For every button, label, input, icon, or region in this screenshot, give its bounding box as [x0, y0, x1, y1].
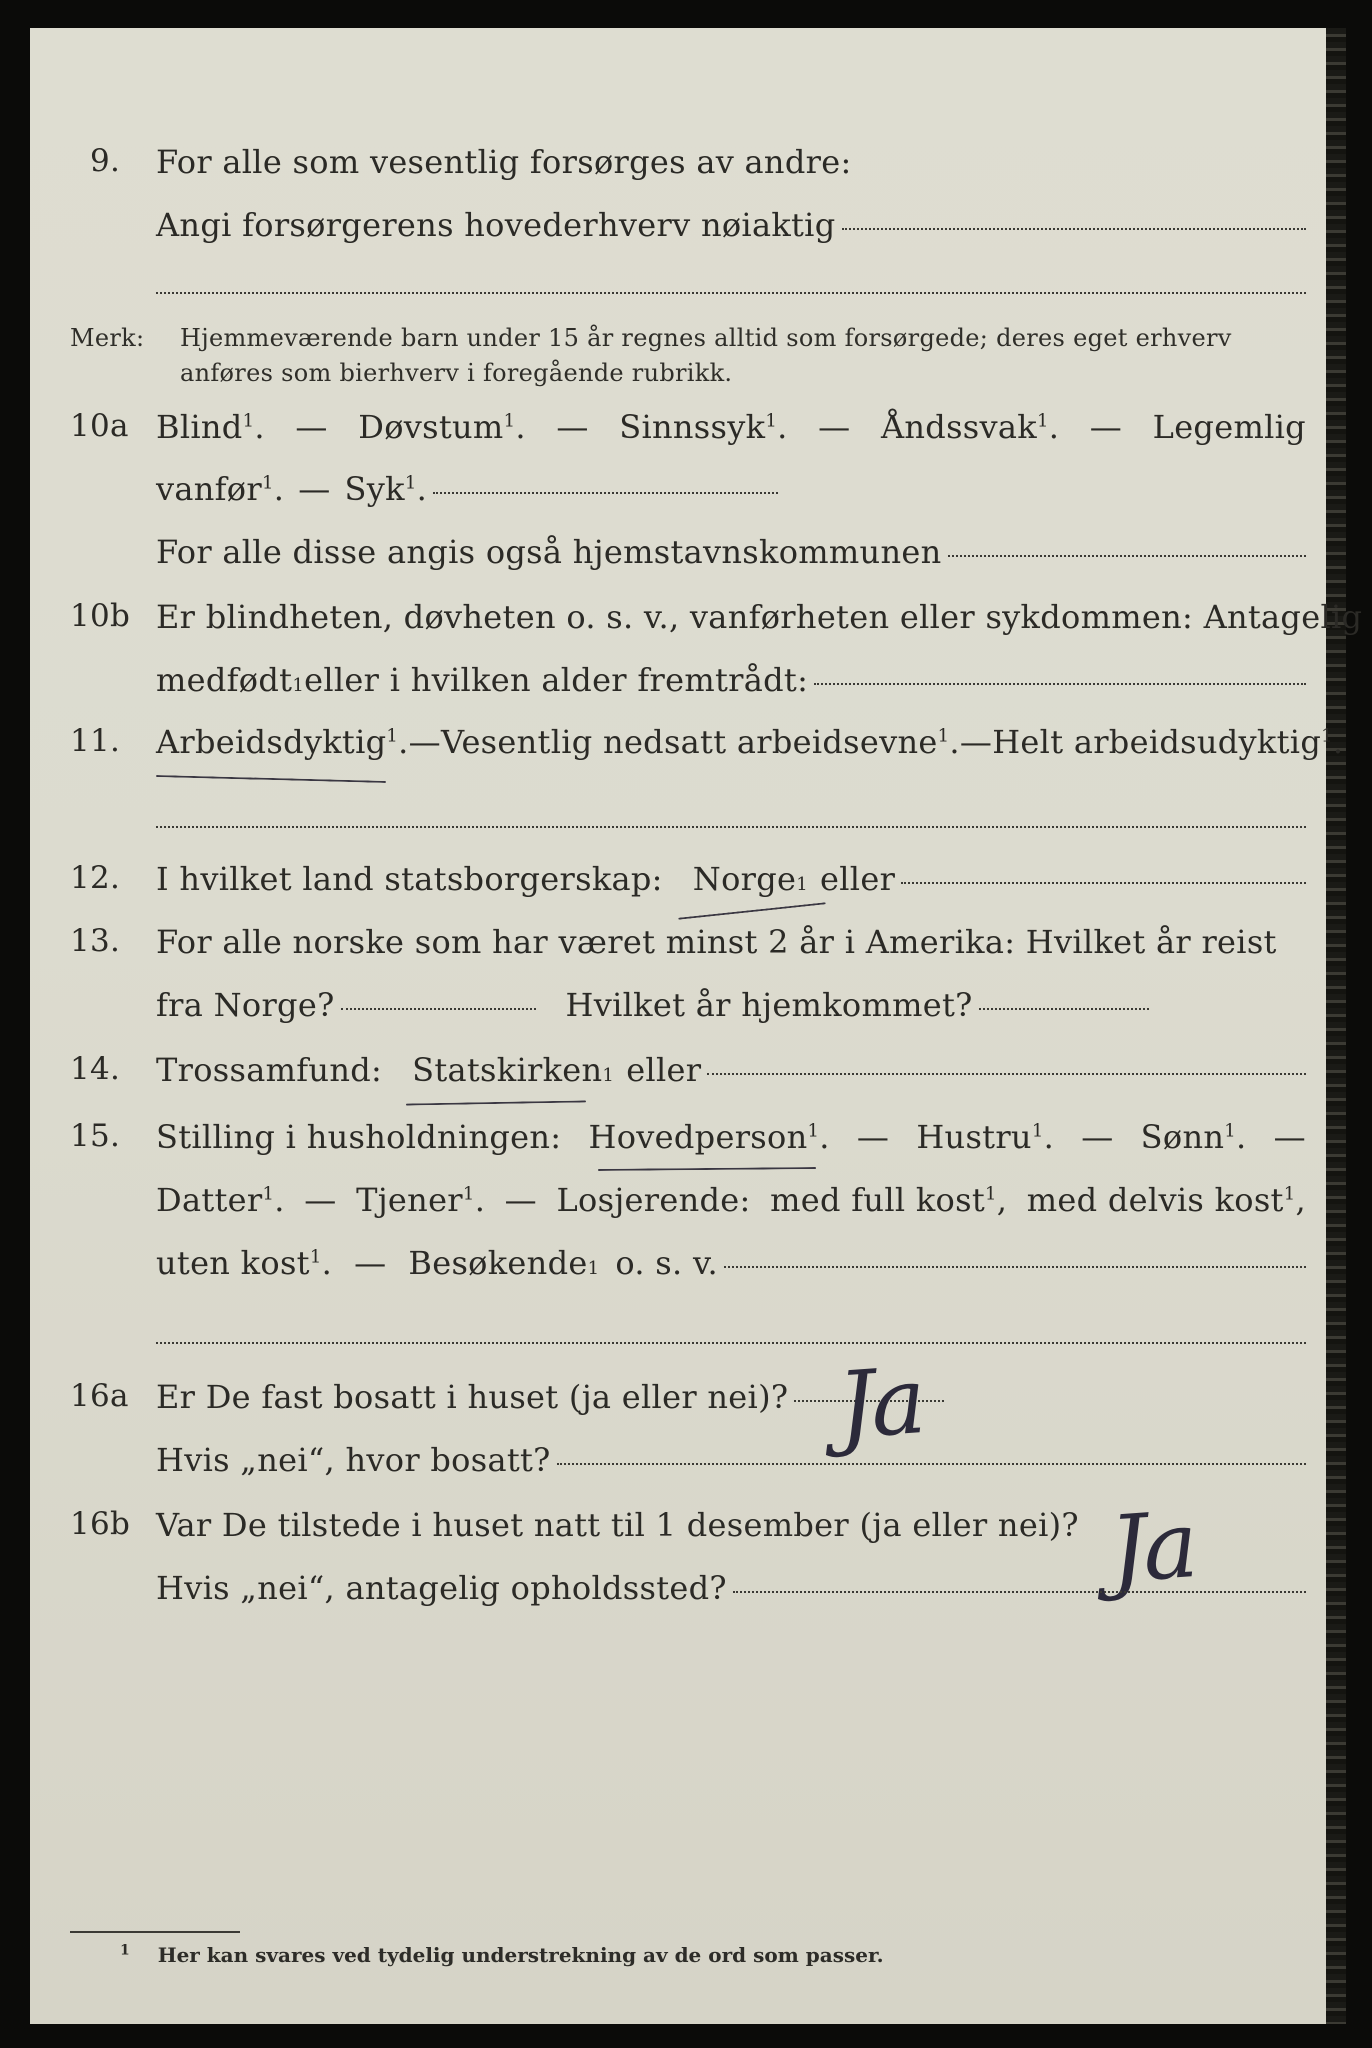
question-16b-line-2 [156, 1569, 1306, 1607]
option-legemlig[interactable]: Legemlig [1152, 408, 1306, 446]
handwritten-underline-arbeidsdyktig [156, 775, 386, 783]
question-number-10a: 10a [70, 408, 129, 444]
question-12-text: I hvilket land statsborgerskap: [156, 860, 663, 898]
option-hustru[interactable]: Hustru$^1$. [916, 1118, 1055, 1156]
answer-line-15[interactable] [724, 1266, 1306, 1268]
page-edge [1326, 28, 1346, 2024]
question-number-16b: 16b [70, 1506, 131, 1542]
answer-line-16a-bosatt[interactable] [557, 1463, 1306, 1465]
question-13-line-1 [156, 923, 1306, 961]
option-tjener[interactable]: Tjener$^1$. [356, 1181, 486, 1219]
answer-line-16b[interactable] [733, 1591, 1306, 1593]
answer-line-12[interactable] [901, 882, 1306, 884]
question-15-line-3: uten kost$^1$. — Besøkende 1 o. s. v. [156, 1244, 1306, 1282]
handwritten-underline-hovedperson [598, 1167, 816, 1171]
question-10a-line-2 [156, 470, 778, 508]
separator: — [504, 1181, 537, 1219]
question-number-11: 11. [70, 723, 121, 759]
question-15-line-1 [156, 1118, 1306, 1156]
option-blind[interactable]: Blind$^1$. [156, 408, 265, 446]
question-9-prompt: Angi forsørgerens hovederhverv nøiaktig [156, 206, 836, 244]
answer-line-10a[interactable] [948, 555, 1306, 557]
question-10b-line-1 [156, 598, 1363, 636]
option-arbeidsdyktig[interactable]: Arbeidsdyktig$^1$. [156, 723, 409, 761]
answer-line-9[interactable] [842, 228, 1307, 230]
question-10b-text: Er blindheten, døvheten o. s. v., vanførheten eller sykdommen: Antagelig [156, 598, 1363, 636]
question-16a-text: Er De fast bosatt i huset (ja eller nei)? [156, 1378, 789, 1416]
separator: — [556, 408, 589, 446]
question-14-line: Trossamfund: Statskirken 1 eller [156, 1051, 1306, 1089]
separator: — [304, 1181, 337, 1219]
question-10b-line-2: medfødt 1 eller i hvilken alder fremtrådt: [156, 661, 1306, 699]
question-9-text: For alle som vesentlig forsørges av andre: [156, 143, 852, 181]
question-13-prompt-2: Hvilket år hjemkommet? [565, 986, 973, 1024]
option-uten-kost[interactable]: uten kost$^1$. [156, 1244, 333, 1282]
question-10a-prompt: For alle disse angis også hjemstavnskommunen [156, 533, 942, 571]
answer-line-13-hjemkommet[interactable] [979, 1008, 1149, 1010]
handwritten-answer-16a: Ja [834, 1347, 926, 1460]
separator: — [1273, 1118, 1306, 1156]
option-eller: eller [820, 860, 896, 898]
footnote: $^1$ Her kan svares ved tydelig understrekning av de ord som passer. [120, 1942, 884, 1967]
option-osv: o. s. v. [615, 1244, 719, 1282]
option-delvis-kost[interactable]: med delvis kost$^1$, [1026, 1181, 1306, 1219]
footnote-text: Her kan svares ved tydelig understrekning av de ord som passer. [157, 1943, 884, 1967]
question-13-line-2 [156, 986, 1149, 1024]
separator: — [354, 1244, 387, 1282]
question-9-line-2 [156, 206, 1306, 244]
note-label: Merk: [70, 324, 145, 352]
answer-line-11[interactable] [156, 826, 1306, 828]
option-besokende[interactable]: Besøkende [408, 1244, 588, 1282]
option-medfodt[interactable]: medfødt [156, 661, 293, 699]
handwritten-underline-statskirken [406, 1100, 586, 1105]
question-15-text: Stilling i husholdningen: [156, 1118, 562, 1156]
question-number-12: 12. [70, 860, 121, 896]
option-full-kost[interactable]: med full kost$^1$, [770, 1181, 1008, 1219]
option-syk[interactable]: Syk$^1$. [344, 470, 428, 508]
separator: — [298, 470, 331, 508]
separator: — [408, 723, 441, 761]
question-10a-line-3 [156, 533, 1306, 571]
separator: — [818, 408, 851, 446]
option-dovstum[interactable]: Døvstum$^1$. [358, 408, 526, 446]
option-statskirken[interactable]: Statskirken [412, 1051, 603, 1089]
separator: — [959, 723, 993, 761]
note-line-1: Hjemmeværende barn under 15 år regnes alltid som forsørgede; deres eget erhverv [180, 324, 1232, 352]
option-datter[interactable]: Datter$^1$. [156, 1181, 285, 1219]
answer-line-15-extra[interactable] [156, 1342, 1306, 1344]
option-sonn[interactable]: Sønn$^1$. [1140, 1118, 1247, 1156]
separator: — [1081, 1118, 1114, 1156]
handwritten-underline-norge [678, 902, 825, 919]
answer-line-13-reist[interactable] [341, 1008, 536, 1010]
census-form-page [30, 28, 1363, 2024]
option-sinnssyk[interactable]: Sinnssyk$^1$. [619, 408, 788, 446]
option-nedsatt[interactable]: Vesentlig nedsatt arbeidsevne$^1$. [440, 723, 960, 761]
option-andssvak[interactable]: Åndssvak$^1$. [880, 408, 1060, 446]
option-losjerende: Losjerende: [556, 1181, 751, 1219]
question-16a-line-1 [156, 1378, 1306, 1416]
separator: — [856, 1118, 890, 1156]
question-number-14: 14. [70, 1051, 121, 1087]
question-12-line: I hvilket land statsborgerskap: Norge 1 eller [156, 860, 1306, 898]
question-16a-prompt: Hvis „nei“, hvor bosatt? [156, 1441, 551, 1479]
handwritten-answer-16b: Ja [1106, 1491, 1198, 1604]
question-number-13: 13. [70, 923, 121, 959]
question-16a-line-2 [156, 1441, 1306, 1479]
question-10a-line-1 [156, 408, 1306, 446]
option-vanfor[interactable]: vanfør$^1$. [156, 470, 285, 508]
question-number-9: 9. [90, 143, 121, 179]
question-9-line-1 [156, 143, 1306, 181]
question-10b-prompt: eller i hvilken alder fremtrådt: [304, 661, 809, 699]
note-line-2: anføres som bierhverv i foregående rubrikk. [180, 359, 733, 387]
question-13-text: For alle norske som har været minst 2 år i Amerika: Hvilket år reist [156, 923, 1277, 961]
footnote-rule [70, 1931, 240, 1933]
separator: — [1089, 408, 1123, 446]
question-13-prompt-1: fra Norge? [156, 986, 335, 1024]
question-number-16a: 16a [70, 1378, 129, 1414]
question-15-line-2 [156, 1181, 1306, 1219]
separator: — [295, 408, 328, 446]
question-number-10b: 10b [70, 598, 131, 634]
answer-line-14[interactable] [707, 1073, 1306, 1075]
option-norge[interactable]: Norge [692, 860, 797, 898]
option-udyktig[interactable]: Helt arbeidsudyktig$^1$. [992, 723, 1344, 761]
answer-line-10b[interactable] [814, 683, 1306, 685]
question-16b-prompt: Hvis „nei“, antagelig opholdssted? [156, 1569, 727, 1607]
question-16b-text: Var De tilstede i huset natt til 1 desember (ja eller nei)? [156, 1506, 1079, 1544]
question-11-line [156, 723, 1344, 761]
answer-line-9-extra[interactable] [156, 292, 1306, 294]
question-14-text: Trossamfund: [156, 1051, 383, 1089]
option-hovedperson[interactable]: Hovedperson$^1$. [588, 1118, 830, 1156]
option-eller: eller [626, 1051, 702, 1089]
answer-line-10a-syk[interactable] [433, 492, 778, 494]
question-number-15: 15. [70, 1118, 121, 1154]
